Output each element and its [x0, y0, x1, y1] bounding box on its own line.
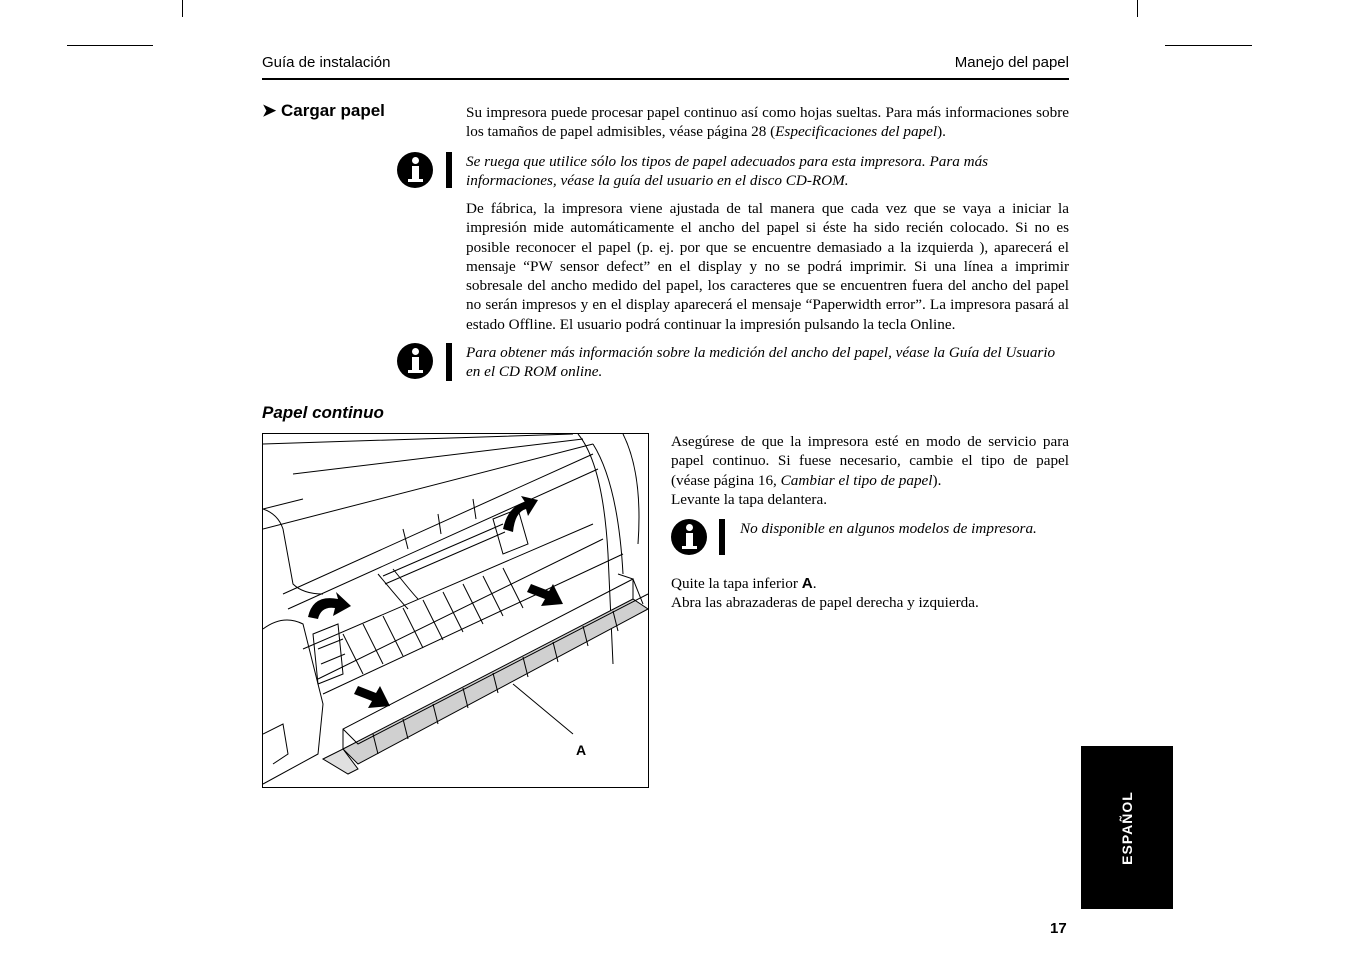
language-tab-label: ESPAÑOL — [1119, 790, 1135, 865]
instruction-lift-cover: Levante la tapa delantera. — [671, 490, 827, 508]
cover-label-reference: A — [801, 575, 813, 592]
continuous-paper-instructions — [671, 432, 1069, 509]
header-left-title: Guía de instalación — [262, 54, 391, 71]
info-icon — [671, 519, 707, 555]
page-number: 17 — [1050, 920, 1067, 937]
section-title: Cargar papel — [280, 101, 385, 120]
crop-mark-top-right-horizontal — [1165, 45, 1252, 46]
remove-cover-end: . — [812, 575, 817, 592]
instruction-text: Asegúrese de que la impresora esté en modo de servicio para papel continuo. Si fuese necesario, cambie el tipo de papel (véase página 16, — [671, 433, 1069, 489]
language-tab — [1081, 746, 1173, 909]
figure-label-a: A — [576, 742, 587, 758]
remove-cover-text: Quite la tapa inferior — [671, 575, 802, 592]
printer-illustration — [262, 433, 649, 788]
section-arrow-icon: ➤ — [262, 101, 277, 120]
subsection-heading: Papel continuo — [262, 403, 384, 422]
note-bar — [719, 519, 725, 555]
paragraph-paper-width: De fábrica, la impresora viene ajustada de tal manera que cada vez que se vaya a iniciar la impresión mide automáticamente el ancho del papel si éste ha sido recién colocado. Si no es posible reconocer el papel (p. ej. por que se encuentre demasiado a la izquierda ), aparecerá el mensaje “PW sensor defect” en el display y no se podrá imprimir. Si una línea a imprimir sobresale del ancho medido del papel, los caracteres que se encuentren fuera del ancho del papel no serán impresos y en el display aparecerá el mensaje “Paperwidth error”. La impresora pasará al estado Offline. El usuario podrá continuar la impresión pulsando la tecla Online. — [466, 200, 1069, 333]
header-right-title: Manejo del papel — [954, 54, 1069, 71]
remove-cover-instruction — [671, 574, 1069, 613]
note-model-availability: No disponible en algunos modelos de impresora. — [740, 520, 1037, 537]
header-rule — [262, 78, 1069, 80]
crop-mark-top-left-horizontal — [67, 45, 153, 46]
open-clamps-instruction: Abra las abrazaderas de papel derecha y izquierda. — [671, 594, 979, 612]
note-bar — [446, 152, 452, 188]
note-paper-width-measurement: Para obtener más información sobre la medición del ancho del papel, véase la Guía del Usuario en el CD ROM online. — [466, 344, 1056, 381]
intro-text: Su impresora puede procesar papel continuo así como hojas sueltas. Para más informaciones sobre los tamaños de papel admisibles, véase página 28 ( — [466, 104, 1069, 141]
crop-mark-top-right-vertical — [1137, 0, 1138, 17]
info-icon — [397, 152, 433, 188]
info-icon — [397, 343, 433, 379]
instruction-reference: Cambiar el tipo de papel — [780, 471, 933, 489]
note-bar — [446, 343, 452, 381]
intro-reference: Especificaciones del papel — [775, 123, 938, 141]
section-heading — [262, 101, 385, 121]
note-paper-types: Se ruega que utilice sólo los tipos de papel adecuados para esta impresora. Para más informaciones, véase la guía del usuario en el disco CD-ROM. — [466, 153, 989, 190]
instruction-text-end: ). — [932, 471, 942, 489]
crop-mark-top-left-vertical — [182, 0, 183, 17]
intro-paragraph — [466, 103, 1069, 142]
intro-text-end: ). — [937, 123, 946, 141]
